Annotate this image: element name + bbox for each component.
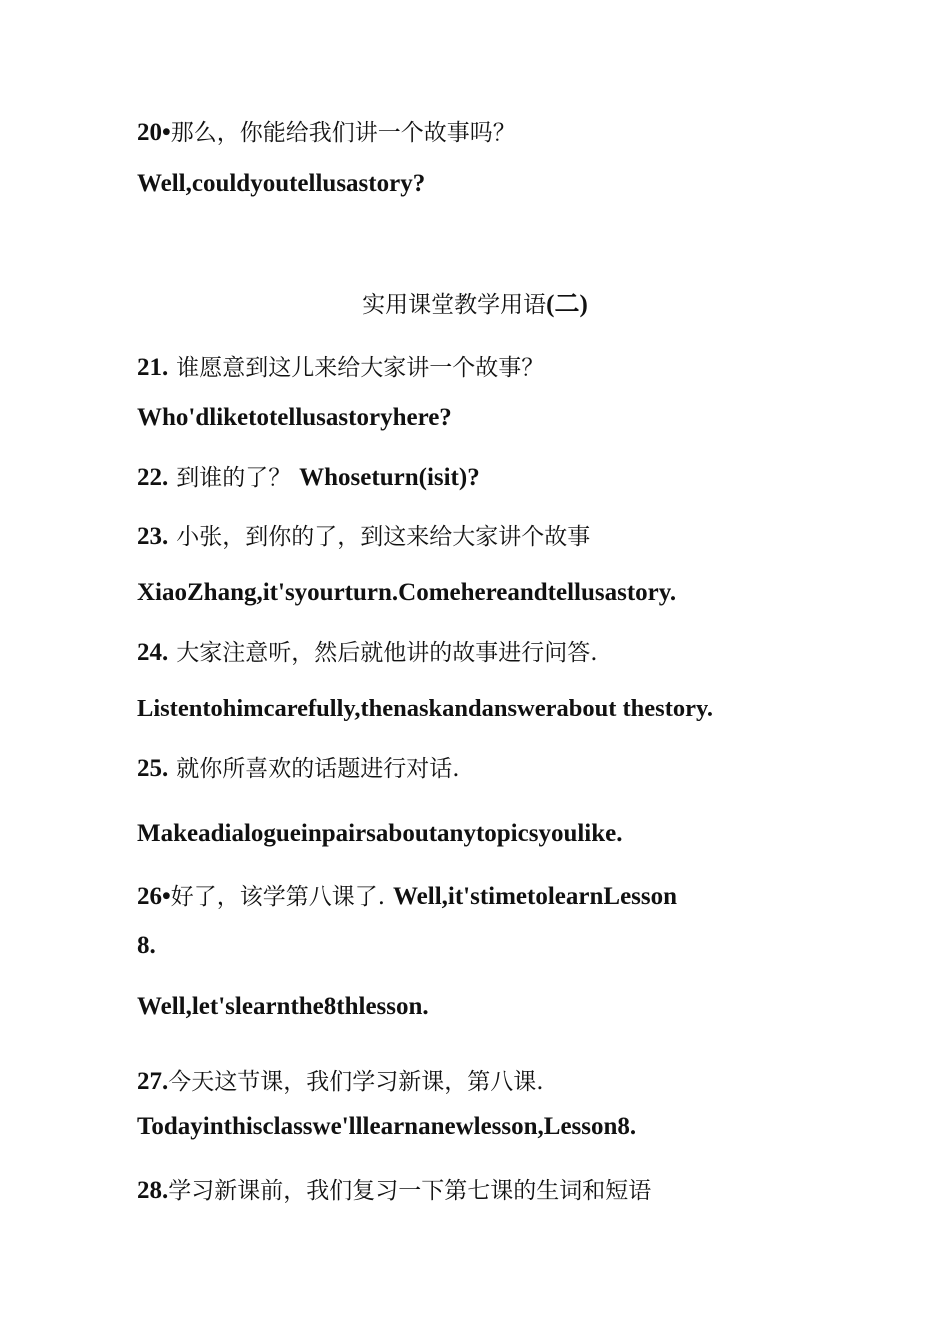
item-25-chinese-line	[137, 752, 460, 785]
item-23-english-line: XiaoZhang,it'syourturn.Comehereandtellusastory.	[137, 579, 677, 606]
item-number: 21.	[137, 354, 169, 381]
item-25-english-line: Makeadialogueinpairsaboutanytopicsyoulike.	[137, 820, 623, 847]
chinese-text: 就你所喜欢的话题进行对话.	[176, 756, 460, 782]
item-20-chinese-line	[137, 116, 516, 149]
item-number: 24.	[137, 639, 169, 666]
item-26-line	[137, 880, 677, 913]
chinese-text: 今天这节课，我们学习新课，第八课.	[168, 1069, 544, 1095]
section-heading-number: (二)	[546, 291, 588, 318]
item-number: 28.	[137, 1177, 169, 1204]
item-number: 25.	[137, 755, 169, 782]
item-21-chinese-line	[137, 351, 544, 384]
english-text: Well,it'stimetolearnLesson	[393, 883, 678, 910]
english-text: Whoseturn(isit)?	[299, 464, 480, 491]
item-number: 23.	[137, 523, 169, 550]
chinese-text: 那么，你能给我们讲一个故事吗？	[170, 120, 516, 146]
section-heading-text: 实用课堂教学用语	[362, 292, 547, 318]
item-22-line	[137, 461, 480, 494]
item-number: 27.	[137, 1068, 169, 1095]
item-number: 20•	[137, 119, 171, 146]
item-27-chinese-line	[137, 1065, 544, 1098]
item-number: 26•	[137, 883, 171, 910]
item-24-chinese-line	[137, 636, 598, 669]
item-27-english-line: Todayinthisclasswe'lllearnanewlesson,Lesson8.	[137, 1113, 637, 1140]
chinese-text: 学习新课前，我们复习一下第七课的生词和短语	[168, 1178, 652, 1204]
chinese-text: 好了，该学第八课了.	[170, 884, 386, 910]
item-26-english-alt-line: Well,let'slearnthe8thlesson.	[137, 993, 429, 1020]
item-20-english-line: Well,couldyoutellusastory?	[137, 170, 426, 197]
item-21-english-line: Who'dliketotellusastoryhere?	[137, 404, 452, 431]
item-24-english-line: Listentohimcarefully,thenaskandanswerabout thestory.	[137, 695, 714, 722]
chinese-text: 大家注意听，然后就他讲的故事进行问答.	[176, 640, 598, 666]
item-28-chinese-line	[137, 1174, 651, 1207]
item-number: 22.	[137, 464, 169, 491]
chinese-text: 到谁的了？	[176, 465, 292, 491]
item-23-chinese-line	[137, 520, 590, 553]
chinese-text: 谁愿意到这儿来给大家讲一个故事？	[176, 355, 545, 381]
chinese-text: 小张，到你的了，到这来给大家讲个故事	[176, 524, 591, 550]
section-heading	[0, 288, 950, 321]
item-26-english-continuation: 8.	[137, 932, 156, 959]
